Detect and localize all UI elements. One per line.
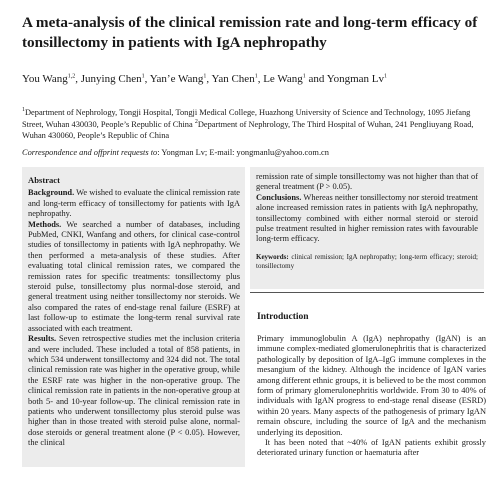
abstract-conclusions (256, 193, 478, 245)
conclusions-text: Whereas neither tonsillectomy nor steroid treatment alone increased remission rates in patients with IgA nephropathy, tonsillectomy combined with either normal steroid or steroid pulse treatment resulted in higher remission rates with favourable long-term efficacy. (256, 192, 478, 244)
keywords-label: Keywords: (256, 252, 289, 261)
results-text: Seven retrospective studies met the inclusion criteria and were included. These included a total of 858 patients, in which 534 underwent tonsillectomy and 324 did not. The total clinical remission rate was higher in the operative group, while the ESRF rate was higher in the non-operative group. The clinical remission rate in patients in the non-operative group at both 5- and 10-year follow-up. The clinical remission rate in patients who underwent tonsillectomy plus steroid pulse was higher than in those treated with steroid pulse alone, normal-dose steroids or general treatment alone (P < 0.05). However, the clinical (28, 334, 240, 448)
author-affiliation-marker: 1 (254, 73, 258, 80)
keywords-text: clinical remission; IgA nephropathy; long-term efficacy; steroid; tonsillectomy (256, 252, 478, 270)
affiliations (22, 107, 487, 142)
introduction-paragraph-2: It has been noted that ~40% of IgAN patients exhibit grossly deteriorated urinary function or haematuria after (257, 438, 486, 458)
article-title: A meta-analysis of the clinical remission rate and long-term efficacy of tonsillectomy in patients with IgA nephropathy (22, 14, 478, 51)
introduction-body (257, 334, 486, 476)
author-name: Yongman Lv (326, 73, 384, 85)
correspondence-text: : Yongman Lv; E-mail: yongmanlu@yahoo.com.cn (157, 148, 329, 157)
abstract-methods (28, 220, 240, 334)
correspondence-label: Correspondence and offprint requests to (22, 148, 158, 157)
author-affiliation-marker: 1 (302, 73, 306, 80)
background-lead: Background. (28, 188, 75, 198)
author-affiliation-marker: 1 (203, 73, 207, 80)
affiliation-marker-1: 1 (22, 107, 25, 114)
author-name: Junying Chen (80, 73, 142, 85)
introduction-heading: Introduction (257, 312, 309, 322)
author-name: You Wang (22, 73, 68, 85)
author-list: You Wang$^{1,2}$, Junying Chen$^1$, Yan’e Wang$^1$, Yan Chen$^1$, Le Wang$^1$ and Yongman Lv$^1$ (22, 73, 387, 85)
affiliation-1: Department of Nephrology, Tongji Hospital, Tongji Medical College, Huazhong University of Science and Technology, 1095 Jiefang Street, Wuhan 430030, People’s Republic of China (22, 108, 471, 129)
methods-lead: Methods. (28, 219, 62, 229)
abstract-heading: Abstract (28, 175, 60, 185)
results-lead: Results. (28, 334, 57, 344)
author-affiliation-marker: 1 (384, 73, 387, 80)
introduction-paragraph-1: Primary immunoglobulin A (IgA) nephropathy (IgAN) is an immune complex-mediated glomerulonephritis that is characterized pathologically by deposition of IgA–IgG immune complexes in the mesangium of the kidney. Although the incidence of IgAN varies among different ethnic groups, it is believed to be the most common form of primary glomerulonephritis worldwide. From 30 to 40% of individuals with IgAN progress to end-stage renal disease (ESRD) within 20 years. Many aspects of the pathogenesis of primary IgAN remain obscure, including the source of IgA and the mechanism underlying its deposition. (257, 334, 486, 437)
conclusions-lead: Conclusions. (256, 192, 302, 202)
abstract-divider (250, 292, 484, 293)
author-name: Yan’e Wang (149, 73, 204, 85)
author-affiliation-marker: 1,2 (67, 73, 76, 80)
abstract-right-column (250, 167, 484, 289)
background-text: We wished to evaluate the clinical remission rate and long-term efficacy of tonsillectomy for patients with IgA nephropathy. (28, 188, 240, 219)
keywords (256, 253, 478, 271)
author-affiliation-marker: 1 (141, 73, 145, 80)
affiliation-marker-2: 2 (194, 118, 198, 125)
methods-text: We searched a number of databases, including PubMed, CNKI, Wanfang and others, for clinical case-control studies of tonsillectomy in patients with IgA nephropathy. We then performed a meta-analysis of these studies. After evaluating total clinical remission rates, we compared the remission rates for specific treatments: tonsillectomy plus steroid pulse, tonsillectomy plus normal-dose steroid, and general treatment using neither tonsillectomy nor steroids. We also compared the rates of end-stage renal failure (ESRF) at last follow-up to estimate the long-term renal survival rate associated with each treatment. (28, 219, 240, 333)
author-name: Yan Chen (211, 73, 255, 85)
abstract-background (28, 188, 240, 219)
abstract-results (28, 334, 240, 448)
abstract-left-column (22, 167, 245, 467)
author-name: Le Wang (263, 73, 303, 85)
correspondence (22, 147, 487, 158)
abstract-continuation: remission rate of simple tonsillectomy was not higher than that of general treatment (P > 0.05). (256, 172, 478, 192)
affiliation-2: Department of Nephrology, The Third Hospital of Wuhan, 241 Pengliuyang Road, Wuhan 430060, People’s Republic of China (22, 119, 474, 140)
